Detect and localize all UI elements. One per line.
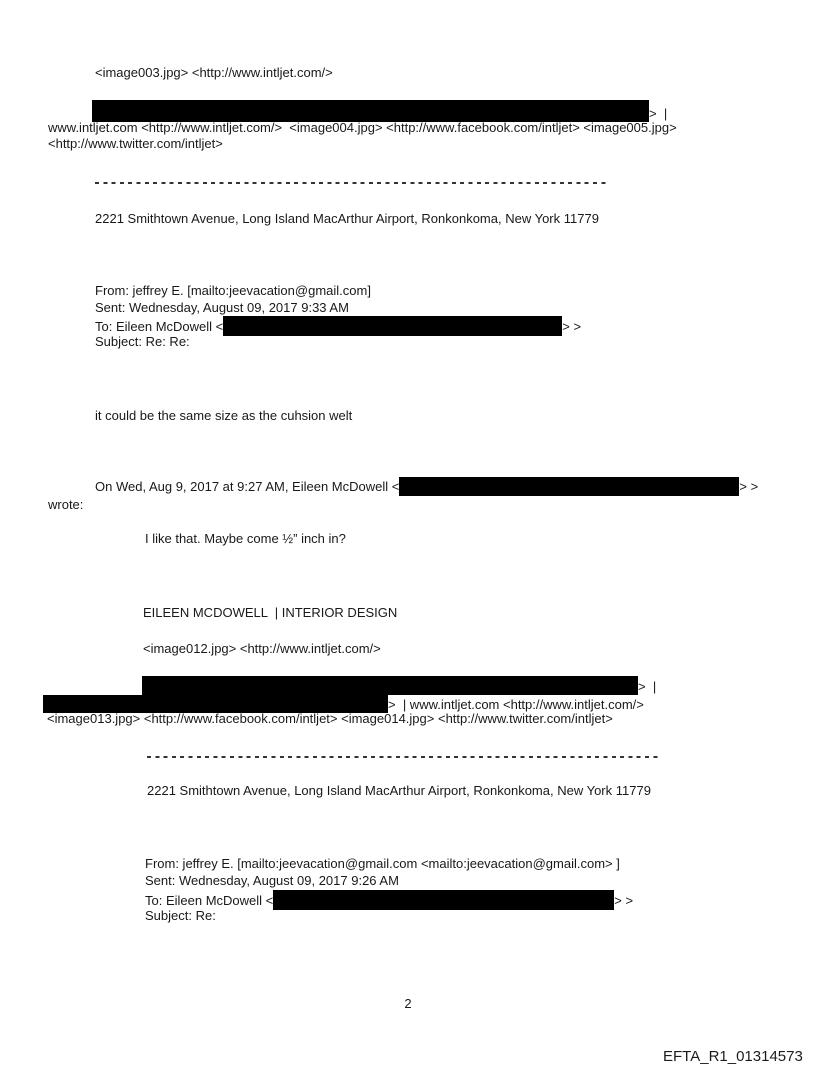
message-body-1: it could be the same size as the cuhsion welt (95, 408, 353, 423)
header2-sent: Sent: Wednesday, August 09, 2017 9:26 AM (145, 873, 399, 888)
bates-number: EFTA_R1_01314573 (663, 1048, 803, 1065)
page-number: 2 (404, 996, 412, 1011)
sig2-redaction1-suffix: > | (638, 679, 657, 694)
sig2-name-title: EILEEN MCDOWELL | INTERIOR DESIGN (143, 605, 398, 620)
quote-attribution-wrote: wrote: (48, 497, 84, 512)
sig1-links-line1: www.intljet.com <http://www.intljet.com/> <image004.jpg> <http://www.facebook.com/intljet> <image005.jpg> (48, 120, 677, 135)
header2-to-suffix: > > (614, 892, 634, 908)
sig1-address: 2221 Smithtown Avenue, Long Island MacArthur Airport, Ronkonkoma, New York 11779 (95, 211, 599, 226)
header1-to-prefix: To: Eileen McDowell < (95, 318, 224, 334)
redaction-bar (223, 316, 562, 336)
header1-sent: Sent: Wednesday, August 09, 2017 9:33 AM (95, 300, 349, 315)
redaction-bar (273, 890, 614, 910)
sig2-image-link: <image012.jpg> <http://www.intljet.com/> (143, 641, 381, 656)
quote-attribution-suffix: > > (739, 479, 759, 494)
quote-attribution-row (95, 477, 758, 496)
sig1-image-link: <image003.jpg> <http://www.intljet.com/> (95, 65, 333, 80)
header1-from: From: jeffrey E. [mailto:jeevacation@gmail.com] (95, 283, 371, 298)
header2-to-row (145, 890, 633, 910)
dashed-divider (147, 756, 658, 758)
sig2-redaction2-suffix: > | www.intljet.com <http://www.intljet.com/> (388, 697, 644, 712)
header2-to-prefix: To: Eileen McDowell < (145, 892, 274, 908)
sig2-redaction-row-1 (142, 676, 656, 695)
quote-attribution-prefix: On Wed, Aug 9, 2017 at 9:27 AM, Eileen McDowell < (95, 479, 400, 494)
sig1-links-line2: <http://www.twitter.com/intljet> (48, 136, 223, 151)
dashed-divider (95, 182, 608, 184)
sig2-address: 2221 Smithtown Avenue, Long Island MacArthur Airport, Ronkonkoma, New York 11779 (147, 783, 651, 798)
quote-body: I like that. Maybe come ½” inch in? (145, 531, 346, 546)
header1-subject: Subject: Re: Re: (95, 334, 190, 349)
header2-from: From: jeffrey E. [mailto:jeevacation@gmail.com <mailto:jeevacation@gmail.com> ] (145, 856, 620, 871)
header2-subject: Subject: Re: (145, 908, 216, 923)
redaction-bar (142, 676, 638, 695)
header1-to-suffix: > > (562, 318, 582, 334)
sig2-links-line: <image013.jpg> <http://www.facebook.com/intljet> <image014.jpg> <http://www.twitter.com/intljet> (47, 711, 613, 726)
redaction-bar (399, 477, 739, 496)
sig1-redaction-suffix: > | (649, 106, 668, 121)
